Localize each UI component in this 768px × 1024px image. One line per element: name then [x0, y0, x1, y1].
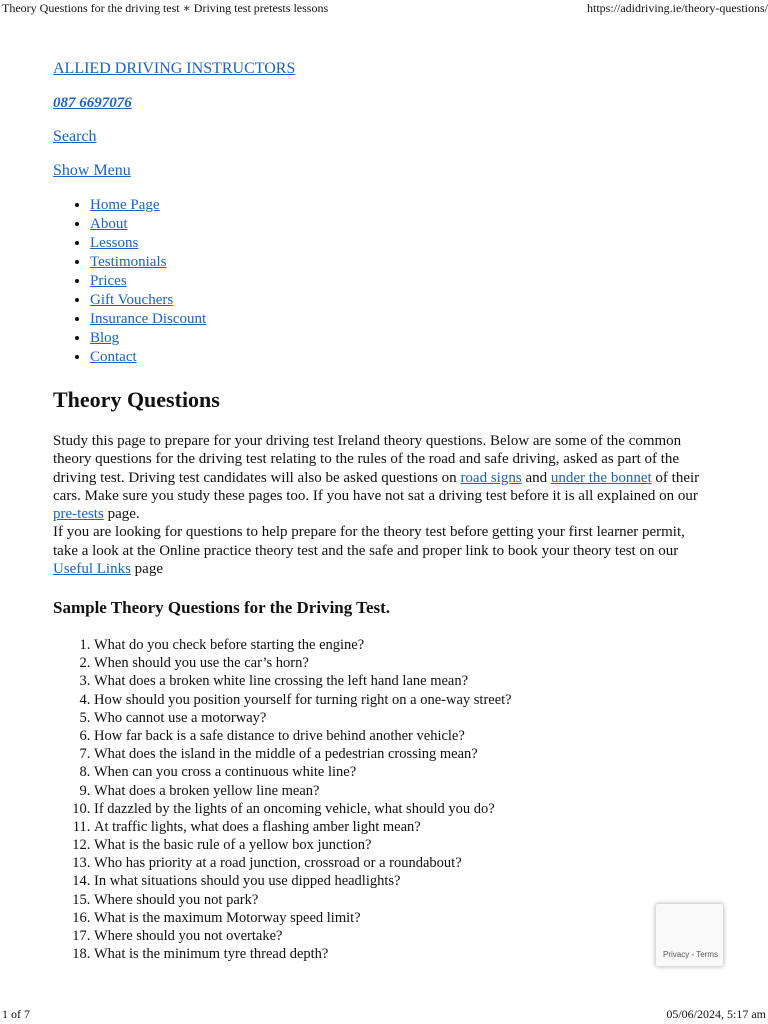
question-item: 15. Where should you not park?: [94, 891, 512, 909]
nav-link-blog[interactable]: Blog: [90, 330, 120, 346]
question-item: 1. What do you check before starting the engine?: [94, 636, 512, 654]
question-item: 7. What does the island in the middle of a pedestrian crossing mean?: [94, 745, 512, 763]
page-number: 1 of 7: [2, 1007, 30, 1021]
intro-text-6: page: [130, 561, 163, 578]
intro-text-4: page.: [103, 506, 140, 523]
print-footer: [0, 1006, 768, 1024]
question-item: 6. How far back is a safe distance to drive behind another vehicle?: [94, 727, 512, 745]
question-item: 9. What does a broken yellow line mean?: [94, 782, 512, 800]
intro-text-1: Study this page to prepare for your driving test Ireland theory questions. Below are some of the common theory questions for the driving test relating to the rules of the road and safe driving, asked as part of the driving test. Driving test candidates will also be asked questions on: [53, 433, 682, 486]
print-date: 05/06/2024, 5:17 am: [666, 1007, 766, 1021]
nav-link-home[interactable]: Home Page: [90, 197, 160, 213]
recaptcha-badge[interactable]: [656, 904, 723, 966]
nav-item-contact: [90, 348, 206, 367]
intro-paragraph: [53, 432, 713, 578]
question-item: 2. When should you use the car’s horn?: [94, 654, 512, 672]
question-item: 14. In what situations should you use dipped headlights?: [94, 872, 512, 890]
site-brand-link[interactable]: ALLIED DRIVING INSTRUCTORS: [53, 60, 296, 77]
main-nav: [53, 196, 206, 367]
nav-link-insurance-discount[interactable]: Insurance Discount: [90, 311, 207, 327]
question-item: 17. Where should you not overtake?: [94, 927, 512, 945]
intro-text-5: If you are looking for questions to help prepare for the theory test before getting your first learner permit, take a look at the Online practice theory test and the safe and proper link to book your theory test on our: [53, 524, 685, 559]
nav-item-gift-vouchers: [90, 291, 206, 310]
question-item: 16. What is the maximum Motorway speed limit?: [94, 909, 512, 927]
nav-link-prices[interactable]: Prices: [90, 273, 127, 289]
question-item: 18. What is the minimum tyre thread depth?: [94, 945, 512, 963]
print-page-title: Theory Questions for the driving test ∗ Driving test pretests lessons: [2, 1, 329, 15]
useful-links-link[interactable]: Useful Links: [53, 561, 131, 578]
nav-link-about[interactable]: About: [90, 216, 128, 232]
road-signs-link[interactable]: road signs: [460, 469, 522, 486]
question-item: 5. Who cannot use a motorway?: [94, 709, 512, 727]
nav-link-contact[interactable]: Contact: [90, 349, 137, 365]
show-menu-link[interactable]: Show Menu: [53, 162, 131, 179]
question-item: 3. What does a broken white line crossing the left hand lane mean?: [94, 672, 512, 690]
nav-item-blog: [90, 329, 206, 348]
nav-item-home: [90, 196, 206, 215]
question-item: 13. Who has priority at a road junction, crossroad or a roundabout?: [94, 854, 512, 872]
nav-item-prices: [90, 272, 206, 291]
print-header: [0, 0, 768, 20]
nav-link-lessons[interactable]: Lessons: [90, 235, 139, 251]
recaptcha-privacy-terms[interactable]: Privacy - Terms: [663, 950, 718, 959]
section-heading: Sample Theory Questions for the Driving Test.: [53, 598, 391, 617]
nav-link-gift-vouchers[interactable]: Gift Vouchers: [90, 292, 174, 308]
nav-item-testimonials: [90, 253, 206, 272]
nav-item-lessons: [90, 234, 206, 253]
question-item: 4. How should you position yourself for turning right on a one-way street?: [94, 691, 512, 709]
question-item: 10. If dazzled by the lights of an oncoming vehicle, what should you do?: [94, 800, 512, 818]
nav-link-testimonials[interactable]: Testimonials: [90, 254, 167, 270]
nav-item-about: [90, 215, 206, 234]
intro-text-3: of their cars. Make sure you study these pages too. If you have not sat a driving test before it is all explained on our: [53, 469, 700, 504]
page-title: Theory Questions: [53, 387, 220, 412]
pre-tests-link[interactable]: pre-tests: [53, 506, 104, 523]
question-item: 8. When can you cross a continuous white line?: [94, 763, 512, 781]
phone-link[interactable]: 087 6697076: [53, 95, 132, 111]
intro-text-2: and: [521, 469, 551, 486]
print-page-url: https://adidriving.ie/theory-questions/: [587, 1, 768, 15]
questions-list: [53, 636, 512, 963]
under-the-bonnet-link[interactable]: under the bonnet: [550, 469, 652, 486]
search-link[interactable]: Search: [53, 128, 97, 145]
nav-item-insurance-discount: [90, 310, 206, 329]
question-item: 11. At traffic lights, what does a flashing amber light mean?: [94, 818, 512, 836]
question-item: 12. What is the basic rule of a yellow box junction?: [94, 836, 512, 854]
